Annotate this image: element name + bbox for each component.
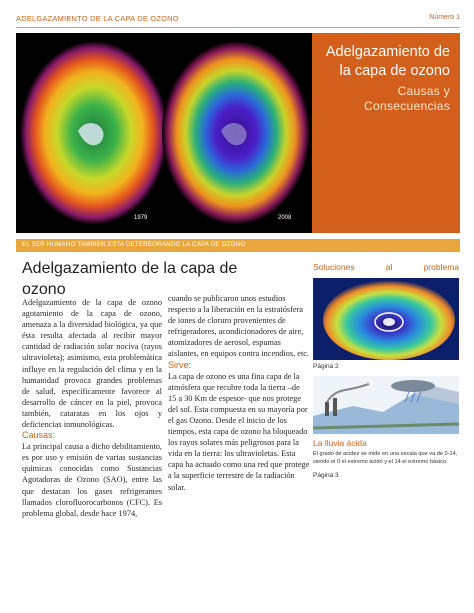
intro-paragraph: Adelgazamiento de la capa de ozono agotamiento de la capa de ozono, amenaza a la diversidad biológica, ya que ésta resulta afectada al recibir mayor cantidad de radiación solar nociva (rayos ultravioleta); asimismo, esta problemática influye en la regulación del clima y en la humanidad provoca grandes problemas de salud, específicamente favorece al desarrollo de cáncer en la piel, provoca también, cataratas en los ojos y deficiencias inmunológicas. xyxy=(22,298,162,430)
sirve-heading: Sirve: xyxy=(168,359,192,370)
year-left-label: 1979 xyxy=(134,215,148,221)
article-column-1 xyxy=(22,297,162,519)
cover-subtitle: Causas y Consecuencias xyxy=(364,84,450,113)
causas-heading: Causas: xyxy=(22,430,56,441)
acid-rain-diagram xyxy=(313,376,459,434)
publication-title: ADELGAZAMIENTO DE LA CAPA DE OZONO xyxy=(16,14,179,23)
acid-rain-description: El grado de acidez se mide en una escala que va de 0-14, siendo el 0 el extremo ácido y el 14 el extremo básico. xyxy=(313,451,458,466)
page-3-caption: Página 3 xyxy=(313,472,339,480)
banner-text: EL SER HUMANO TAMBIEN ESTA DETEREORANDO LA CAPA DE OZONO xyxy=(22,241,246,248)
banner xyxy=(16,239,460,252)
solutions-word-2: al xyxy=(385,262,393,272)
causas-paragraph: La principal causa a dicho debilitamiento, es por uso y emisión de varias sustancias químicas conocidas como Sustancias Agotadoras de Ozono (SAO), entre las que destacan los gases refrigerantes llamados clorofluorocarbonos (CFC). Es problema global, desde hace 1974, xyxy=(22,442,162,518)
continued-paragraph: cuando se publicaron unos estudios respecto a la liberación en la estratósfera de iones de cloruro provenientes de refrigeradores, acondicionadores de aire, atomizadores de aerosol, espumas aislantes, en equipos contra incendios, etc. xyxy=(168,294,310,359)
header-rule xyxy=(16,27,460,28)
page-2-caption: Página 2 xyxy=(313,363,339,370)
cover-title: Adelgazamiento de la capa de ozono xyxy=(325,44,450,79)
article-column-2 xyxy=(168,293,310,493)
solutions-word-1: Soluciones xyxy=(313,262,355,272)
acid-rain-heading: La lluvia ácida xyxy=(313,438,367,448)
article-title: Adelgazamiento de la capa de ozono xyxy=(22,260,238,298)
year-right-label: 2008 xyxy=(278,215,292,221)
issue-number: Número 1 xyxy=(429,14,460,21)
title-box xyxy=(312,33,460,233)
sidebar xyxy=(313,262,461,479)
solutions-heading xyxy=(313,262,459,272)
solutions-word-3: problema xyxy=(423,262,459,272)
sirve-paragraph: La capa de ozono es una fina capa de la atmósfera que recubre toda la tierra –de 15 a 30 Km de espesor- que nos protege del sol. Esta compuesta en su mayoría por el gas Ozono. Desde el inicio de los tiempos, esta capa de ozono ha bloqueado los rayos solares más peligrosos para la vida en la tierra: los ultravioletas. Esta capa ha actuado como una red que protege a la superficie terrestre de la radiación solar. xyxy=(168,371,310,492)
ozone-hole-comparison-image xyxy=(16,33,312,233)
ozone-map-image xyxy=(313,278,459,360)
